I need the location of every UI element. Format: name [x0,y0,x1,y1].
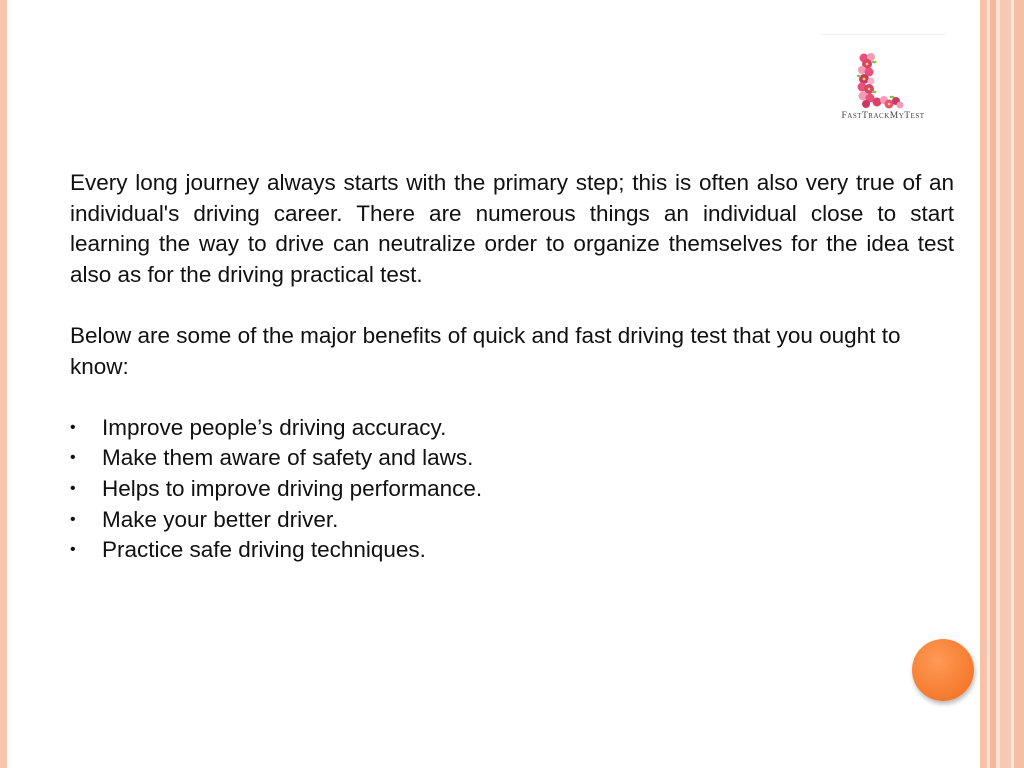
border-stripe [1014,0,1024,768]
benefits-list [70,413,954,566]
border-stripe [1000,0,1011,768]
orange-circle-decoration [912,639,974,701]
bullet-icon: • [70,510,76,528]
list-item [70,535,954,566]
bullet-icon: • [70,541,76,559]
bullet-icon: • [70,418,76,436]
right-decorative-border [980,0,1024,768]
list-item-text: Practice safe driving techniques. [102,537,426,563]
slide-content [70,168,954,566]
list-item [70,443,954,474]
benefits-intro-paragraph: Below are some of the major benefits of quick and fast driving test that you ought to know: [70,322,901,379]
list-item [70,505,954,536]
bullet-icon: • [70,479,76,497]
list-item [70,413,954,444]
left-accent-stripe [0,0,7,768]
logo-brand-name: FastTrackMyTest [841,111,925,121]
floral-letter-l-icon [856,52,904,110]
bullet-icon: • [70,449,76,467]
list-item [70,474,954,505]
logo-divider [820,34,946,35]
border-stripe [980,0,987,768]
logo [820,34,946,126]
list-item-text: Make them aware of safety and laws. [102,445,474,471]
list-item-text: Make your better driver. [102,506,339,532]
list-item-text: Improve people’s driving accuracy. [102,414,447,440]
intro-paragraph: Every long journey always starts with the primary step; this is often also very true of an individual's driving career. There are numerous things an individual close to start learning the way to drive can neutralize order to organize themselves for the idea test also as for the driving practical test. [70,170,954,287]
list-item-text: Helps to improve driving performance. [102,475,483,501]
